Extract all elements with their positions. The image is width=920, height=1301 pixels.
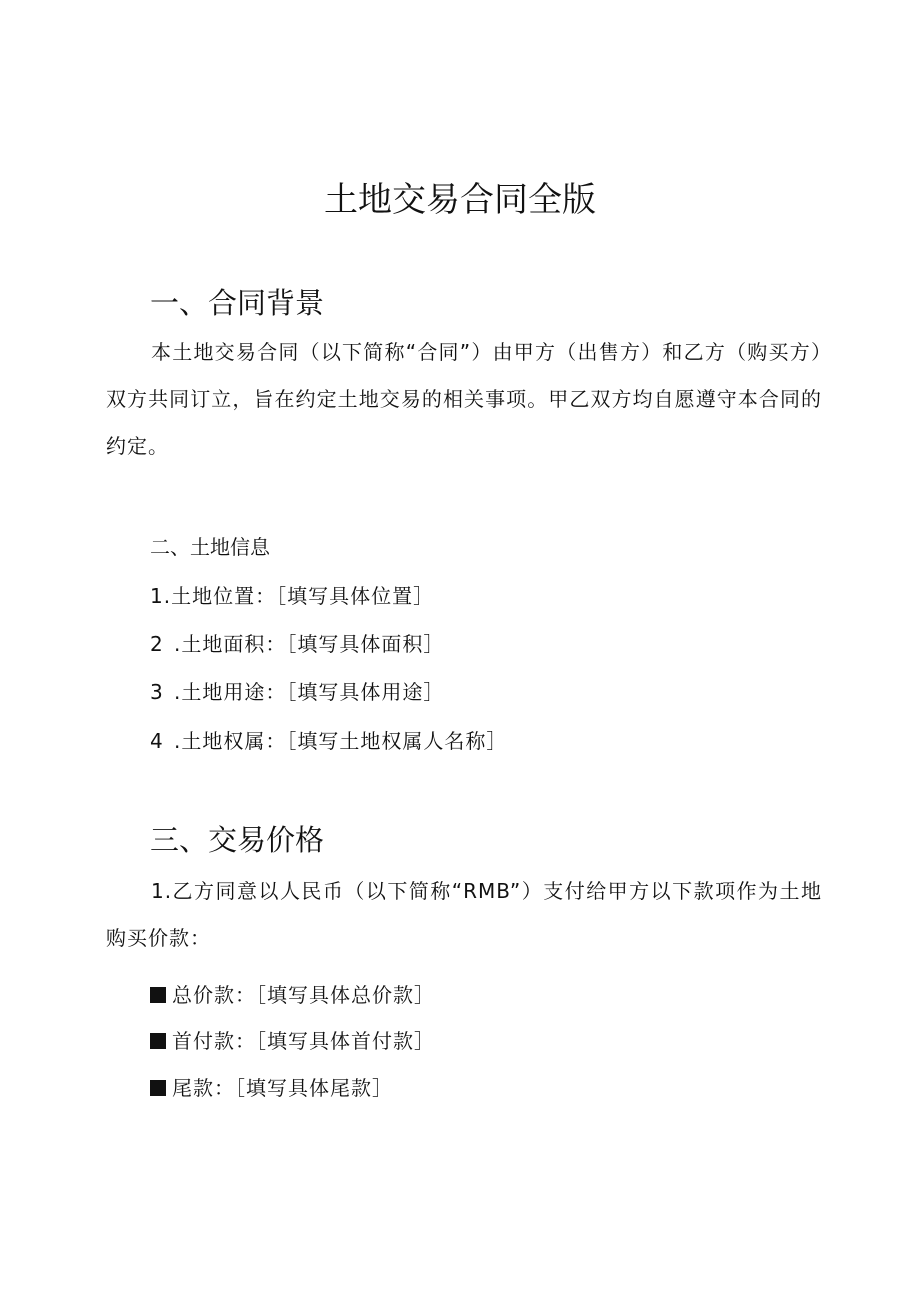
- land-info-item-ownership: [150, 726, 507, 756]
- land-info-item-area: [150, 629, 444, 659]
- item-number: 4: [150, 729, 164, 753]
- section-heading-price: 三、交易价格: [150, 823, 325, 857]
- item-number: 1.: [150, 584, 172, 608]
- price-bullet-total: [150, 980, 435, 1010]
- land-info-item-usage: [150, 677, 444, 707]
- document-title: 土地交易合同全版: [324, 180, 596, 220]
- bullet-text: 首付款：［填写具体首付款］: [172, 1029, 435, 1053]
- item-number: 2: [150, 632, 164, 656]
- item-number: 3: [150, 680, 164, 704]
- section-paragraph-price: 1.乙方同意以人民币（以下简称“RMB”）支付给甲方以下款项作为土地购买价款：: [106, 879, 822, 950]
- section-heading-background: 一、合同背景: [150, 286, 325, 320]
- price-bullet-down-payment: [150, 1026, 435, 1056]
- item-text: 土地位置：［填写具体位置］: [171, 584, 435, 608]
- square-bullet-icon: [150, 1033, 166, 1049]
- item-text: .土地权属：［填写土地权属人名称］: [174, 729, 508, 753]
- section-paragraph-background: 本土地交易合同（以下简称“合同”）由甲方（出售方）和乙方（购买方）双方共同订立，旨在约定土地交易的相关事项。甲乙双方均自愿遵守本合同的约定。: [106, 340, 822, 458]
- item-text: .土地面积：［填写具体面积］: [174, 632, 445, 656]
- section-heading-land-info: 二、土地信息: [150, 535, 270, 559]
- item-text: .土地用途：［填写具体用途］: [174, 680, 445, 704]
- bullet-text: 总价款：［填写具体总价款］: [172, 983, 435, 1007]
- price-bullet-balance: [150, 1073, 393, 1103]
- square-bullet-icon: [150, 987, 166, 1003]
- bullet-text: 尾款：［填写具体尾款］: [172, 1076, 393, 1100]
- land-info-item-location: [150, 581, 434, 611]
- square-bullet-icon: [150, 1080, 166, 1096]
